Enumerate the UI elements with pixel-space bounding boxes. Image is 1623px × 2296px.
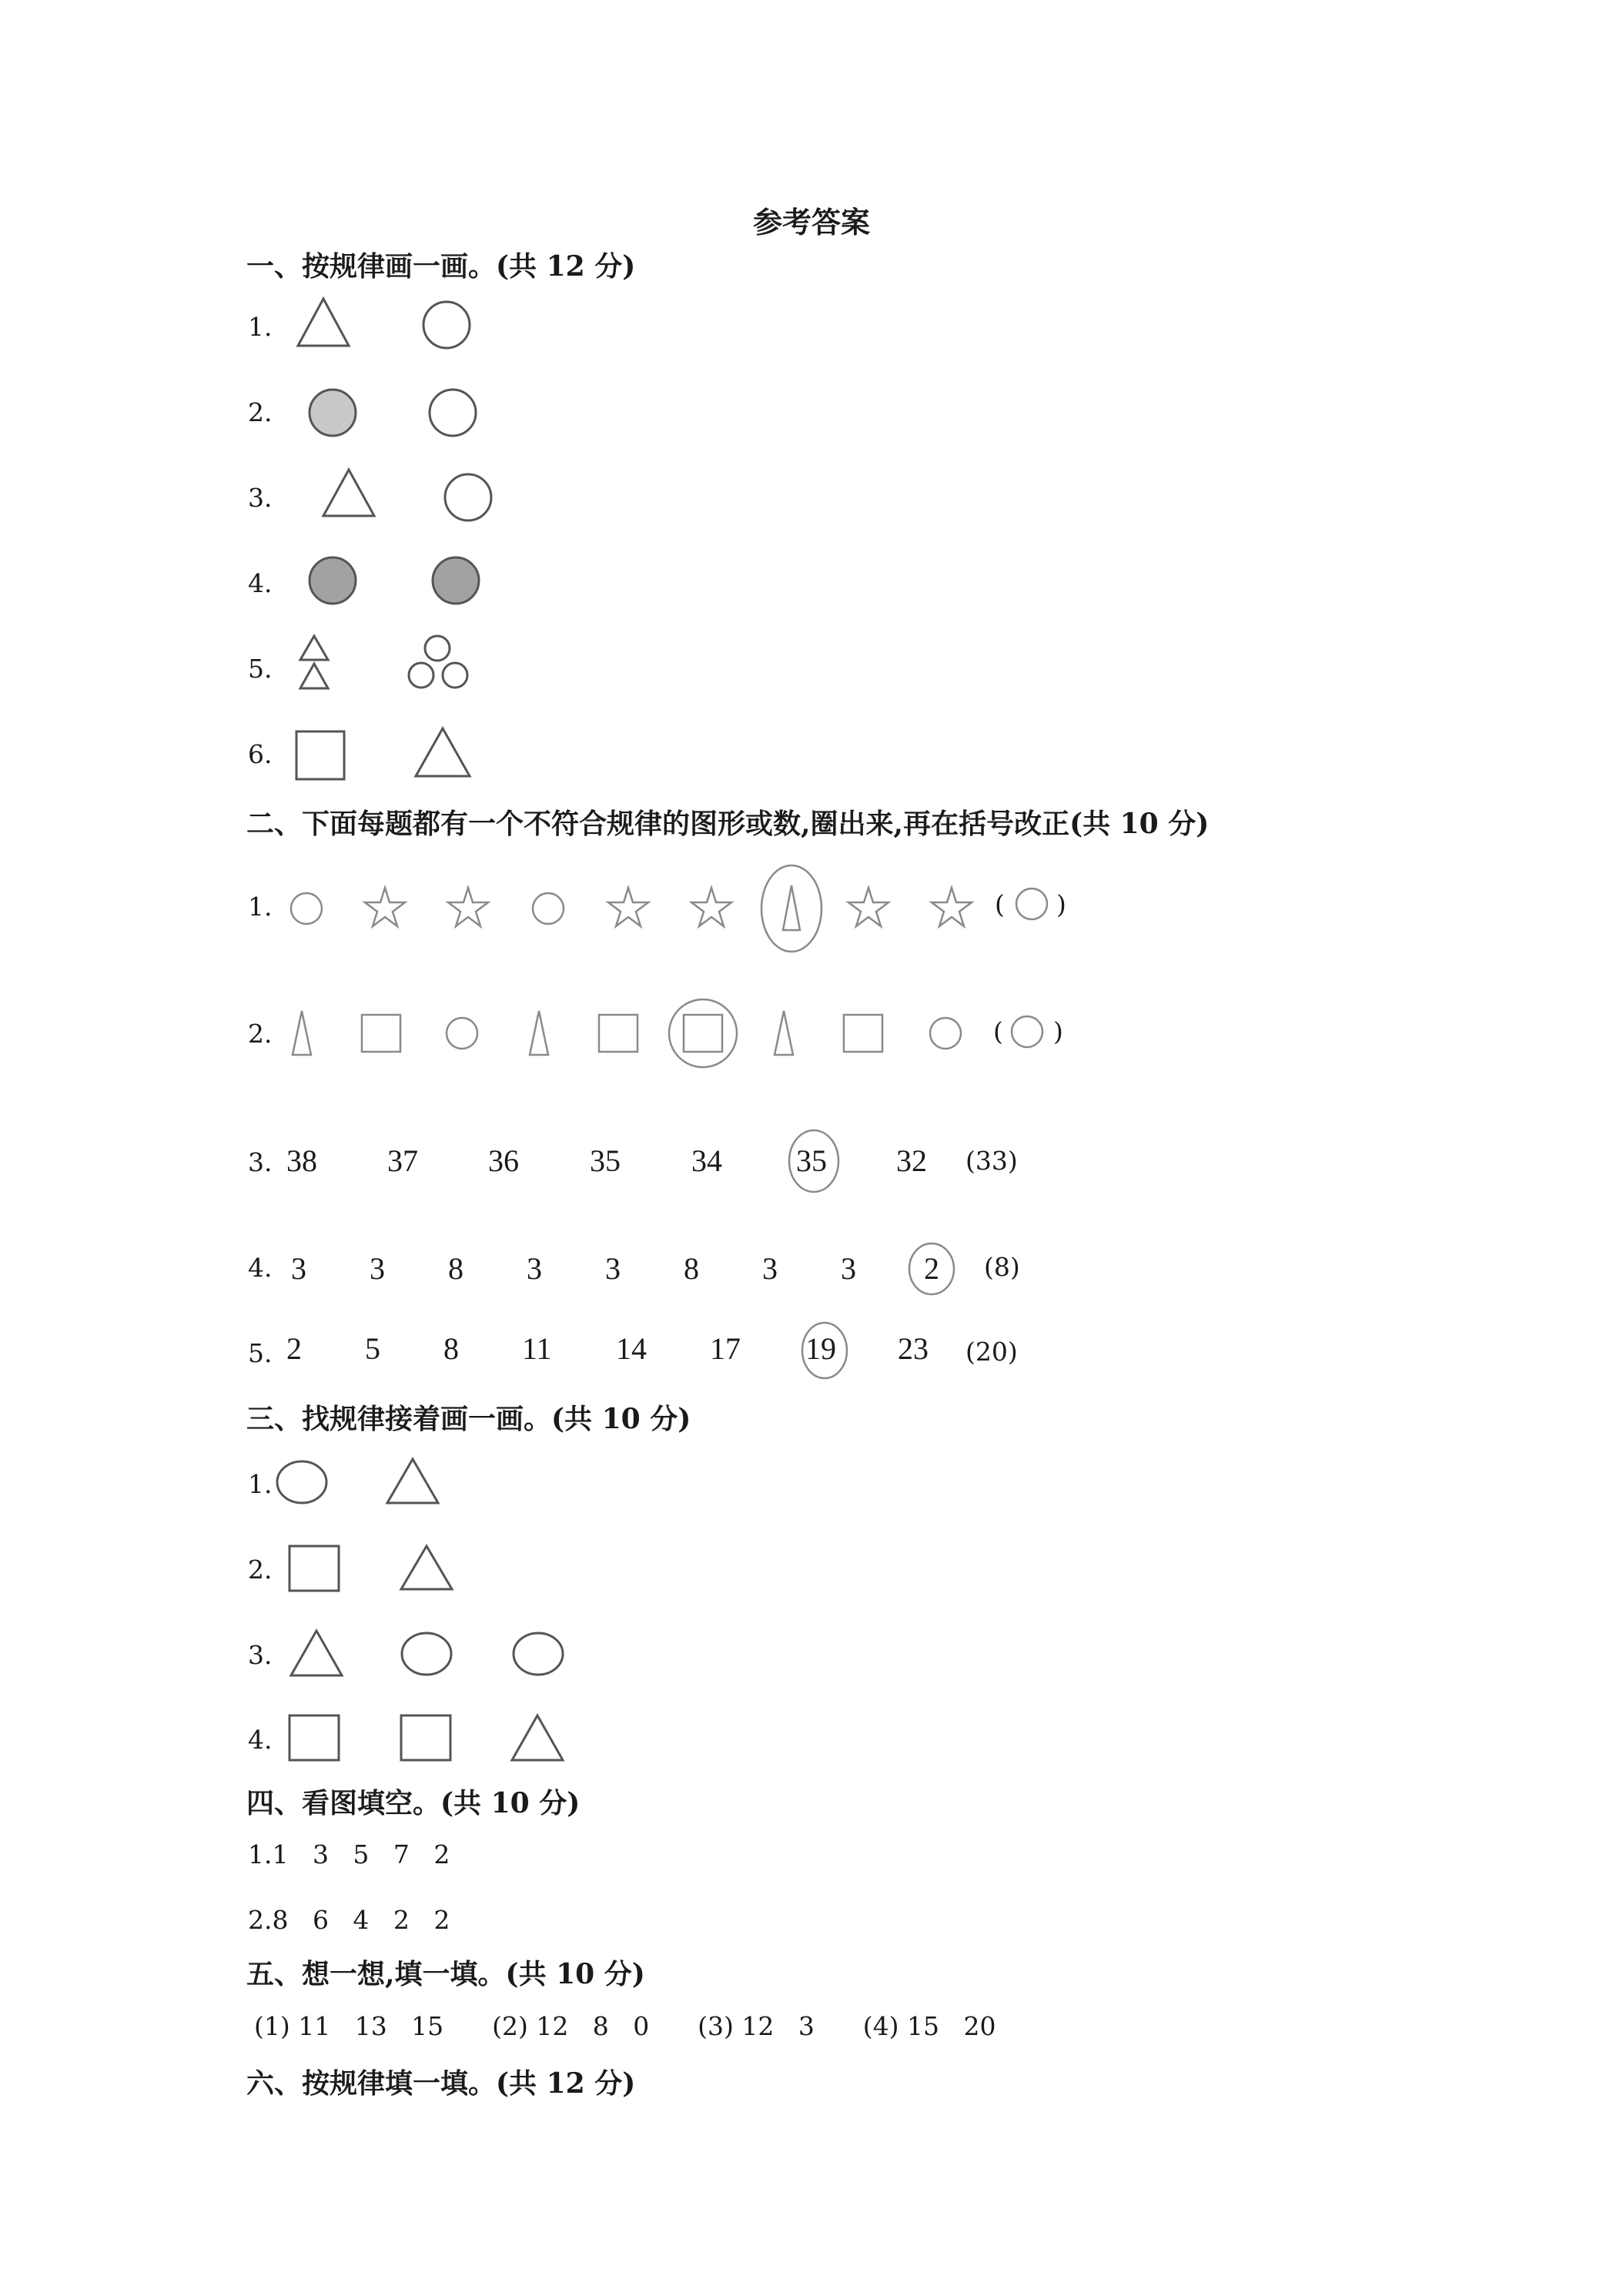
s2-4-answer-ring-icon — [909, 1243, 954, 1294]
s3-3-ellipse-icon — [402, 1633, 451, 1675]
s2-2-triangle-2-icon — [530, 1011, 548, 1055]
s2-5-correction: (20) — [965, 1337, 1018, 1367]
s3-1-ellipse-icon — [277, 1461, 326, 1503]
s2-4-num-8: 3 — [841, 1251, 856, 1286]
s1-5-triangle-top-icon — [300, 636, 328, 660]
s2-1-star-4-icon — [691, 888, 731, 926]
s2-2-square-4-icon — [844, 1015, 882, 1052]
s3-item-3-label: 3. — [248, 1640, 273, 1670]
s2-4-correction: (8) — [984, 1252, 1020, 1282]
s1-5-circle-left-icon — [409, 663, 433, 688]
s2-5-num-1: 2 — [286, 1331, 302, 1366]
s3-2-triangle-icon — [401, 1546, 452, 1589]
s3-4-triangle-icon — [512, 1715, 563, 1760]
s2-4-num-9-circled: 2 — [924, 1251, 939, 1286]
s2-2-square-3-icon — [684, 1015, 722, 1052]
s4-answer-line-1: 1.1 3 5 7 2 — [248, 1839, 450, 1869]
s2-item-4-label: 4. — [248, 1253, 273, 1283]
s1-5-triangle-bottom-icon — [300, 664, 328, 688]
section-4-heading: 四、看图填空。(共 10 分) — [246, 1787, 581, 1819]
s2-item-5-label: 5. — [248, 1338, 273, 1368]
page-title: 参考答案 — [752, 205, 870, 239]
section-5-heading: 五、想一想,填一填。(共 10 分) — [246, 1958, 645, 1990]
s2-2-square-2-icon — [599, 1015, 637, 1052]
s2-5-answer-ring-icon — [802, 1323, 847, 1378]
s2-3-num-1: 38 — [286, 1143, 317, 1178]
s2-1-star-1-icon — [365, 888, 405, 926]
s2-5-num-5: 14 — [616, 1331, 647, 1366]
s1-2-filled-circle-icon — [310, 390, 356, 436]
s3-3-triangle-icon — [291, 1631, 342, 1675]
s2-4-num-3: 8 — [448, 1251, 463, 1286]
s3-4-square-2-icon — [401, 1715, 450, 1760]
s1-4-filled-circle-icon — [310, 557, 356, 604]
s2-3-correction: (33) — [965, 1146, 1018, 1176]
s2-5-num-6: 17 — [710, 1331, 741, 1366]
s3-2-square-icon — [289, 1546, 339, 1591]
s3-1-triangle-icon — [387, 1459, 438, 1503]
s3-item-4-label: 4. — [248, 1725, 273, 1755]
s2-5-num-8: 23 — [898, 1331, 929, 1366]
s2-item-2-label: 2. — [248, 1019, 273, 1049]
s2-5-num-7-circled: 19 — [805, 1331, 836, 1366]
s1-1-triangle-icon — [298, 299, 349, 346]
s2-1-star-5-icon — [848, 888, 888, 926]
s2-1-answer-ring-icon — [761, 865, 822, 952]
s2-4-num-7: 3 — [762, 1251, 778, 1286]
s1-item-5-label: 5. — [248, 654, 273, 684]
s1-5-circle-right-icon — [443, 663, 467, 688]
s1-5-circle-top-icon — [425, 636, 450, 661]
s1-3-triangle-icon — [323, 470, 374, 516]
s2-3-num-2: 37 — [387, 1143, 418, 1178]
s2-5-num-3: 8 — [443, 1331, 459, 1366]
s3-4-square-icon — [289, 1715, 339, 1760]
section-3-heading: 三、找规律接着画一画。(共 10 分) — [246, 1403, 691, 1435]
s2-3-num-4: 35 — [590, 1143, 621, 1178]
s2-3-answer-ring-icon — [789, 1130, 838, 1192]
s2-item-1-paren-open: ( — [995, 889, 1005, 919]
s2-2-circle-1-icon — [447, 1018, 477, 1049]
s2-2-triangle-3-icon — [775, 1011, 793, 1055]
s3-3-ellipse-2-icon — [514, 1633, 563, 1675]
section-1-heading: 一、按规律画一画。(共 12 分) — [246, 250, 636, 283]
s1-item-6-label: 6. — [248, 739, 273, 769]
s2-2-correction-circle-icon — [1012, 1016, 1042, 1047]
s4-answer-line-2: 2.8 6 4 2 2 — [248, 1905, 450, 1935]
s2-5-num-4: 11 — [522, 1331, 552, 1366]
s2-1-correction-circle-icon — [1016, 889, 1047, 919]
s1-item-2-label: 2. — [248, 397, 273, 427]
s2-3-num-5: 34 — [691, 1143, 722, 1178]
s2-2-answer-ring-icon — [669, 999, 737, 1067]
s1-item-1-label: 1. — [248, 312, 273, 342]
s2-3-num-6-circled: 35 — [796, 1143, 827, 1178]
s2-item-1-label: 1. — [248, 892, 273, 922]
s1-2-circle-icon — [430, 390, 476, 436]
section-6-heading: 六、按规律填一填。(共 12 分) — [246, 2067, 636, 2100]
s2-4-num-2: 3 — [370, 1251, 385, 1286]
s2-item-2-paren-close: ) — [1053, 1016, 1063, 1046]
s1-item-4-label: 4. — [248, 568, 273, 598]
s1-3-circle-icon — [445, 474, 491, 520]
s1-4-filled-circle-2-icon — [433, 557, 479, 604]
s2-item-3-label: 3. — [248, 1147, 273, 1177]
s2-1-triangle-icon — [783, 885, 800, 930]
s2-2-triangle-1-icon — [293, 1011, 311, 1055]
s3-item-1-label: 1. — [248, 1469, 273, 1499]
s3-item-2-label: 2. — [248, 1555, 273, 1585]
s2-4-num-1: 3 — [291, 1251, 306, 1286]
section-2-heading: 二、下面每题都有一个不符合规律的图形或数,圈出来,再在括号改正(共 10 分) — [246, 808, 1210, 840]
s1-item-3-label: 3. — [248, 483, 273, 513]
s2-4-num-4: 3 — [527, 1251, 542, 1286]
s1-6-triangle-icon — [416, 728, 470, 776]
s2-3-num-3: 36 — [488, 1143, 519, 1178]
s1-1-circle-icon — [423, 302, 470, 348]
s2-1-star-2-icon — [448, 888, 488, 926]
s5-answer-line: (1) 11 13 15 (2) 12 8 0 (3) 12 3 (4) 15 20 — [254, 2011, 996, 2041]
s2-item-1-paren-close: ) — [1056, 889, 1066, 919]
s2-4-num-5: 3 — [605, 1251, 621, 1286]
s2-1-star-6-icon — [932, 888, 972, 926]
s2-4-num-6: 8 — [684, 1251, 699, 1286]
s2-3-num-7: 32 — [896, 1143, 927, 1178]
s2-2-square-1-icon — [362, 1015, 400, 1052]
s2-item-2-paren-open: ( — [993, 1016, 1003, 1046]
s1-6-square-icon — [296, 731, 344, 779]
s2-2-circle-2-icon — [930, 1018, 961, 1049]
s2-1-star-3-icon — [608, 888, 648, 926]
s2-5-num-2: 5 — [365, 1331, 380, 1366]
s2-1-circle-2-icon — [533, 893, 564, 924]
s2-1-circle-1-icon — [291, 893, 322, 924]
